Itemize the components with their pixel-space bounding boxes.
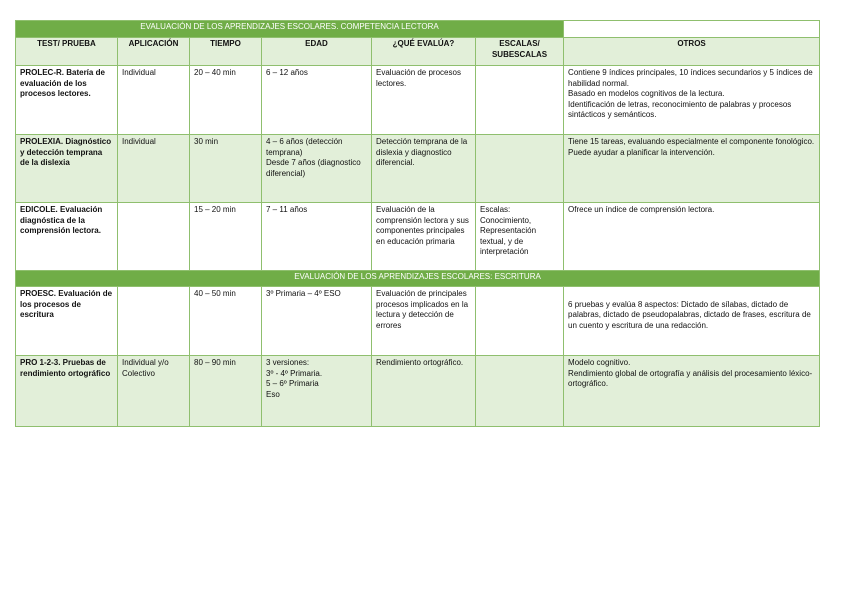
otros-line: Tiene 15 tareas, evaluando especialmente el componente fonológico. [568,137,815,146]
header-edad: EDAD [262,38,372,66]
que-evalua-cell: Detección temprana de la dislexia y diagnostico diferencial. [372,135,476,203]
header-tiempo: TIEMPO [190,38,262,66]
que-evalua-cell: Rendimiento ortográfico. [372,356,476,427]
otros-cell [564,135,820,203]
otros-cell [564,356,820,427]
edad-cell [262,356,372,427]
edad-line: 5 – 6º Primaria [266,379,319,389]
section-header-reading [16,21,820,38]
table-row [16,135,820,203]
edad-line: Eso [266,389,280,399]
edad-cell [262,287,372,356]
assessment-table [15,20,820,427]
otros-cell [564,203,820,271]
edad-line: 4 – 6 años (detección temprana) [266,137,343,157]
section-title-writing: EVALUACIÓN DE LOS APRENDIZAJES ESCOLARES: ESCRITURA [16,271,820,287]
tiempo-cell: 15 – 20 min [190,203,262,271]
otros-line: Contiene 9 índices principales, 10 índices secundarios y 5 índices de habilidad normal. [568,68,813,88]
table-row [16,66,820,135]
header-aplicacion: APLICACIÓN [118,38,190,66]
que-evalua-cell: Evaluación de procesos lectores. [372,66,476,135]
table-row [16,356,820,427]
tiempo-cell: 20 – 40 min [190,66,262,135]
edad-line: 3º Primaria – 4º ESO [266,289,341,298]
edad-cell [262,135,372,203]
aplicacion-cell [118,203,190,271]
edad-line: 3 versiones: [266,358,310,367]
test-name: EDICOLE. Evaluación diagnóstica de la comprensión lectora. [16,203,118,271]
edad-line: Desde 7 años (diagnostico diferencial) [266,158,361,178]
aplicacion-cell: Individual [118,135,190,203]
otros-line: Identificación de letras, reconocimiento de palabras y procesos sintácticos y semánticos. [568,99,792,120]
section-header-writing [16,271,820,287]
table-row [16,203,820,271]
edad-cell [262,66,372,135]
tiempo-cell: 40 – 50 min [190,287,262,356]
aplicacion-cell: Individual y/o Colectivo [118,356,190,427]
escalas-cell [476,135,564,203]
edad-line: 6 – 12 años [266,68,308,77]
otros-cell [564,66,820,135]
section-title-reading: EVALUACIÓN DE LOS APRENDIZAJES ESCOLARES. COMPETENCIA LECTORA [16,21,564,38]
que-evalua-cell: Evaluación de principales procesos implicados en la lectura y detección de errores [372,287,476,356]
otros-cell [564,287,820,356]
header-otros: OTROS [564,38,820,66]
aplicacion-cell [118,287,190,356]
tiempo-cell: 80 – 90 min [190,356,262,427]
header-test: TEST/ PRUEBA [16,38,118,66]
escalas-cell [476,356,564,427]
edad-line: 3º - 4º Primaria. [266,368,323,378]
edad-cell [262,203,372,271]
header-que-evalua: ¿QUÉ EVALÚA? [372,38,476,66]
test-name: PROLEXIA. Diagnóstico y detección temprana de la dislexia [16,135,118,203]
escalas-cell [476,66,564,135]
aplicacion-cell: Individual [118,66,190,135]
table-row [16,287,820,356]
test-name: PRO 1-2-3. Pruebas de rendimiento ortográfico [16,356,118,427]
column-headers [16,38,820,66]
escalas-cell [476,287,564,356]
que-evalua-cell: Evaluación de la comprensión lectora y sus componentes principales en educación primaria [372,203,476,271]
otros-line: Puede ayudar a planificar la intervención. [568,147,715,157]
otros-line: Rendimiento global de ortografía y análisis del procesamiento léxico-ortográfico. [568,368,813,389]
otros-line: Ofrece un índice de comprensión lectora. [568,205,715,214]
edad-line: 7 – 11 años [266,205,308,214]
test-name: PROLEC-R. Batería de evaluación de los procesos lectores. [16,66,118,135]
otros-line: 6 pruebas y evalúa 8 aspectos: Dictado de sílabas, dictado de palabras, dictado de pseudopalabras, dictado de frases, escritura de un cuento y escritura de una redacción. [568,299,811,330]
tiempo-cell: 30 min [190,135,262,203]
test-name: PROESC. Evaluación de los procesos de escritura [16,287,118,356]
escalas-cell: Escalas: Conocimiento, Representación textual, y de interpretación [476,203,564,271]
otros-line [568,289,815,300]
header-escalas: ESCALAS/ SUBESCALAS [476,38,564,66]
otros-line: Basado en modelos cognitivos de la lectura. [568,89,725,99]
otros-line: Modelo cognitivo. [568,358,631,367]
